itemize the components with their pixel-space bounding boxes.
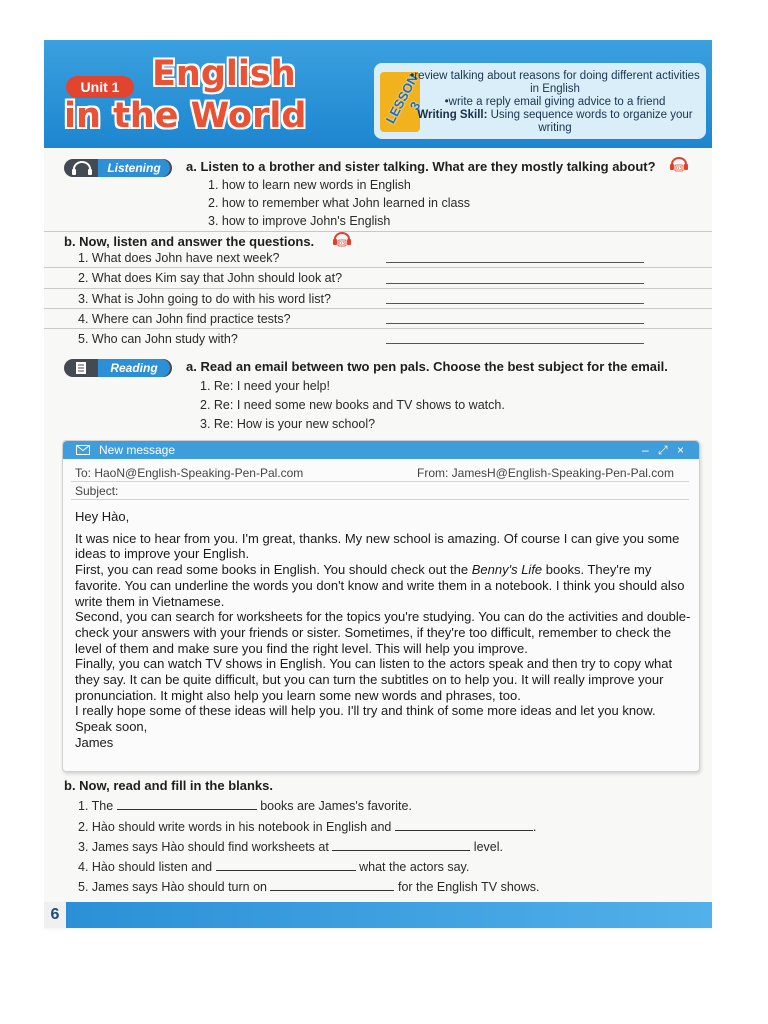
listening-option: 3. how to improve John's English	[208, 214, 391, 228]
listening-question: 2. What does Kim say that John should look at?	[78, 271, 343, 285]
reading-tab	[64, 359, 172, 377]
svg-text:03: 03	[675, 166, 683, 172]
reading-option: 2. Re: I need some new books and TV shows to watch.	[200, 398, 505, 412]
listening-question: 1. What does John have next week?	[78, 251, 280, 265]
listening-option: 1. how to learn new words in English	[208, 178, 411, 192]
fill-blank-item: 5. James says Hào should turn on for the English TV shows.	[78, 880, 540, 894]
window-controls[interactable]: – ⤢ ×	[642, 443, 687, 457]
fill-blank-item: 2. Hào should write words in his notebook in English and .	[78, 820, 537, 834]
unit-title-line1: English	[152, 54, 296, 94]
writing-skill-text: Using sequence words to organize your writing	[490, 109, 693, 134]
svg-text:03: 03	[338, 241, 346, 247]
footer-bar	[44, 902, 712, 928]
reading-question-b: b. Now, read and fill in the blanks.	[64, 778, 273, 793]
email-from-field: From: JamesH@English-Speaking-Pen-Pal.com	[417, 466, 674, 480]
blank-field[interactable]	[332, 839, 470, 851]
audio-track-icon[interactable]	[669, 156, 689, 172]
listening-question: 5. Who can John study with?	[78, 332, 238, 346]
objective-item: • review talking about reasons for doing different activities in English	[410, 70, 700, 96]
email-paragraph: First, you can read some books in English. You should check out the Benny's Life books. They're my favorite. You can underline the words you don't know and write them in a notebook. I think you should also write them in Vietnamese.	[75, 562, 685, 609]
reading-question-a: a. Read an email between two pen pals. Choose the best subject for the email.	[186, 359, 668, 374]
email-paragraph: Finally, you can watch TV shows in English. You can listen to the actors speak and then try to copy what they say. It can be quite difficult, but you can turn the subtitles on to help you. It will really improve your pronunciation. It might also help you learn some new words and phrases, too.	[75, 656, 673, 703]
listening-question: 3. What is John going to do with his word list?	[78, 292, 331, 306]
email-window	[62, 440, 700, 772]
email-subject-field[interactable]: Subject:	[75, 484, 119, 498]
lesson-label: LESSON 3	[382, 71, 424, 126]
blank-field[interactable]	[216, 859, 356, 871]
email-body	[75, 509, 693, 751]
email-signature: James	[75, 734, 114, 750]
divider	[44, 231, 712, 232]
page-number: 6	[44, 902, 66, 928]
objective-item: • write a reply email giving advice to a friend	[410, 96, 700, 109]
listening-question: 4. Where can John find practice tests?	[78, 312, 291, 326]
listening-tab-label: Listening	[98, 159, 170, 177]
blank-field[interactable]	[395, 819, 533, 831]
divider	[44, 288, 712, 289]
reading-option: 3. Re: How is your new school?	[200, 417, 376, 431]
listening-question-a: a. Listen to a brother and sister talking. What are they mostly talking about?	[186, 159, 656, 174]
fill-blank-item: 1. The books are James's favorite.	[78, 799, 412, 813]
envelope-icon	[76, 445, 90, 455]
writing-skill-label: Writing Skill:	[417, 109, 488, 121]
answer-line[interactable]	[386, 303, 644, 304]
divider	[44, 267, 712, 268]
reading-option: 1. Re: I need your help!	[200, 379, 330, 393]
answer-line[interactable]	[386, 323, 644, 324]
divider	[44, 328, 712, 329]
unit-header-banner	[44, 40, 712, 148]
email-paragraph: I really hope some of these ideas will help you. I'll try and think of some more ideas and let you know.	[75, 703, 656, 719]
book-title: Benny's Life	[471, 562, 543, 578]
reading-tab-label: Reading	[98, 359, 170, 377]
listening-question-b: b. Now, listen and answer the questions.	[64, 234, 315, 249]
email-greeting: Hey Hào,	[75, 509, 130, 524]
document-icon	[70, 361, 94, 375]
unit-badge: Unit 1	[66, 76, 134, 98]
listening-tab	[64, 159, 172, 177]
writing-skill	[410, 109, 700, 135]
blank-field[interactable]	[117, 798, 257, 810]
answer-line[interactable]	[386, 283, 644, 284]
email-to-field[interactable]: To: HaoN@English-Speaking-Pen-Pal.com	[75, 466, 304, 480]
fill-blank-item: 4. Hào should listen and what the actors say.	[78, 860, 470, 874]
field-divider	[71, 481, 689, 482]
field-divider	[71, 499, 689, 500]
headphones-icon	[70, 161, 94, 175]
email-paragraph: It was nice to hear from you. I'm great, thanks. My new school is amazing. Of course I can give you some ideas to improve your English.	[75, 530, 680, 562]
blank-field[interactable]	[270, 879, 394, 891]
divider	[44, 308, 712, 309]
email-closing: Speak soon,	[75, 719, 148, 735]
answer-line[interactable]	[386, 262, 644, 263]
answer-line[interactable]	[386, 343, 644, 344]
fill-blank-item: 3. James says Hào should find worksheets at level.	[78, 840, 503, 854]
lesson-objectives	[410, 70, 700, 135]
email-window-title: New message	[99, 443, 176, 457]
email-titlebar	[63, 441, 699, 459]
unit-title-line2: in the World	[64, 96, 307, 136]
listening-option: 2. how to remember what John learned in class	[208, 196, 470, 210]
audio-track-icon[interactable]	[332, 231, 352, 247]
workbook-page	[44, 40, 712, 930]
email-paragraph: Second, you can search for worksheets for the topics you're studying. You can do the activities and double-check your answers with your friends or sister. Sometimes, if they're too difficult, remember to check the level of them and make sure you find the right level. This will help you improve.	[75, 609, 691, 656]
